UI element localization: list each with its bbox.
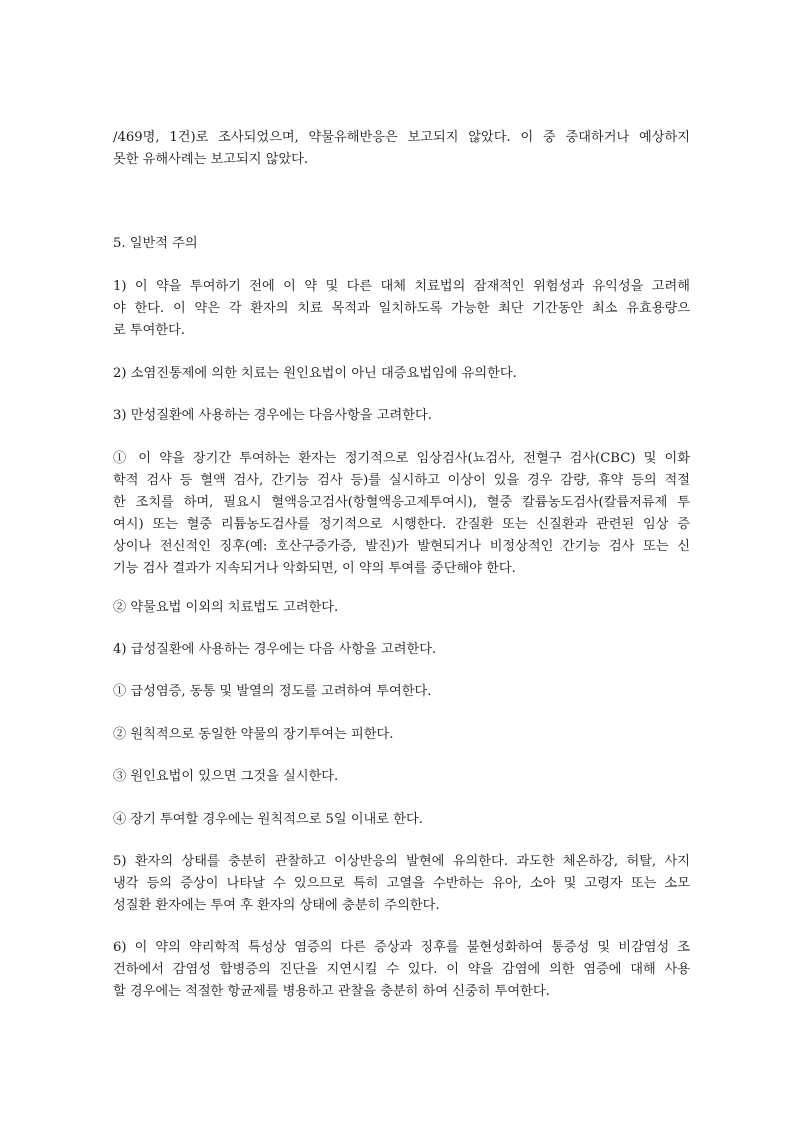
paragraph-4-item-4 [113, 809, 690, 831]
paragraph-4 [113, 639, 690, 661]
text-line: 여시) 또는 혈중 리튬농도검사를 정기적으로 시행한다. 간질환 또는 신질환과 관련된 임상 증 [113, 517, 690, 532]
paragraph-3-item-1 [113, 448, 690, 580]
text-line: 할 경우에는 적절한 항균제를 병용하고 관찰을 충분히 하여 신중히 투여한다. [113, 984, 550, 999]
text-line: 1) 이 약을 투여하기 전에 이 약 및 다른 대체 치료법의 잠재적인 위험성과 유익성을 고려해 [113, 279, 690, 294]
intro-paragraph [113, 127, 690, 171]
text-line: /469명, 1건)로 조사되었으며, 약물유해반응은 보고되지 않았다. 이 중 중대하거나 예상하지 [113, 130, 690, 145]
paragraph-1 [113, 276, 690, 342]
paragraph-6 [113, 937, 690, 1003]
text-line: 2) 소염진통제에 의한 치료는 원인요법이 아닌 대증요법임에 유의한다. [113, 366, 517, 381]
text-line: 기능 검사 결과가 지속되거나 악화되면, 이 약의 투여를 중단해야 한다. [113, 561, 516, 576]
text-line: 상이나 전신적인 징후(예: 호산구증가증, 발진)가 발현되거나 비정상적인 간기능 검사 또는 신 [113, 539, 690, 554]
text-line: ④ 장기 투여할 경우에는 원칙적으로 5일 이내로 한다. [113, 812, 423, 827]
text-line: 3) 만성질환에 사용하는 경우에는 다음사항을 고려한다. [113, 408, 432, 423]
text-line: ① 이 약을 장기간 투여하는 환자는 정기적으로 임상검사(뇨검사, 전혈구 검사(CBC) 및 이화 [113, 451, 690, 466]
text-line: 학적 검사 등 혈액 검사, 간기능 검사 등)를 실시하고 이상이 있을 경우 감량, 휴약 등의 적절 [113, 473, 690, 488]
paragraph-5 [113, 851, 690, 917]
text-line: 야 한다. 이 약은 각 환자의 치료 목적과 일치하도록 가능한 최단 기간동안 최소 유효용량으 [113, 301, 690, 316]
text-line: 냉각 등의 증상이 나타날 수 있으므로 특히 고열을 수반하는 유아, 소아 및 고령자 또는 소모 [113, 876, 690, 891]
paragraph-4-item-1 [113, 681, 690, 703]
paragraph-4-item-3 [113, 766, 690, 788]
paragraph-3-item-2 [113, 597, 690, 619]
text-line: ② 원칙적으로 동일한 약물의 장기투여는 피한다. [113, 727, 394, 742]
text-line: 못한 유해사례는 보고되지 않았다. [113, 152, 309, 167]
text-line: 성질환 환자에는 투여 후 환자의 상태에 충분히 주의한다. [113, 898, 440, 913]
text-line: 건하에서 감염성 합병증의 진단을 지연시킬 수 있다. 이 약을 감염에 의한 염증에 대해 사용 [113, 962, 690, 977]
paragraph-4-item-2 [113, 724, 690, 746]
text-line: ③ 원인요법이 있으면 그것을 실시한다. [113, 769, 339, 784]
text-line: 5) 환자의 상태를 충분히 관찰하고 이상반응의 발현에 유의한다. 과도한 체온하강, 허탈, 사지 [113, 854, 690, 869]
text-line: ② 약물요법 이외의 치료법도 고려한다. [113, 600, 339, 615]
text-line: ① 급성염증, 동통 및 발열의 정도를 고려하여 투여한다. [113, 684, 432, 699]
text-line: 6) 이 약의 약리학적 특성상 염증의 다른 증상과 징후를 불현성화하여 통증성 및 비감염성 조 [113, 940, 690, 955]
text-line: 한 조치를 하며, 필요시 혈액응고검사(항혈액응고제투여시), 혈중 칼륨농도검사(칼륨저류제 투 [113, 495, 690, 510]
text-line: 로 투여한다. [113, 323, 186, 338]
section-heading: 5. 일반적 주의 [113, 236, 198, 251]
paragraph-3 [113, 405, 690, 427]
section-title [113, 233, 690, 255]
text-line: 4) 급성질환에 사용하는 경우에는 다음 사항을 고려한다. [113, 642, 437, 657]
paragraph-2 [113, 363, 690, 385]
